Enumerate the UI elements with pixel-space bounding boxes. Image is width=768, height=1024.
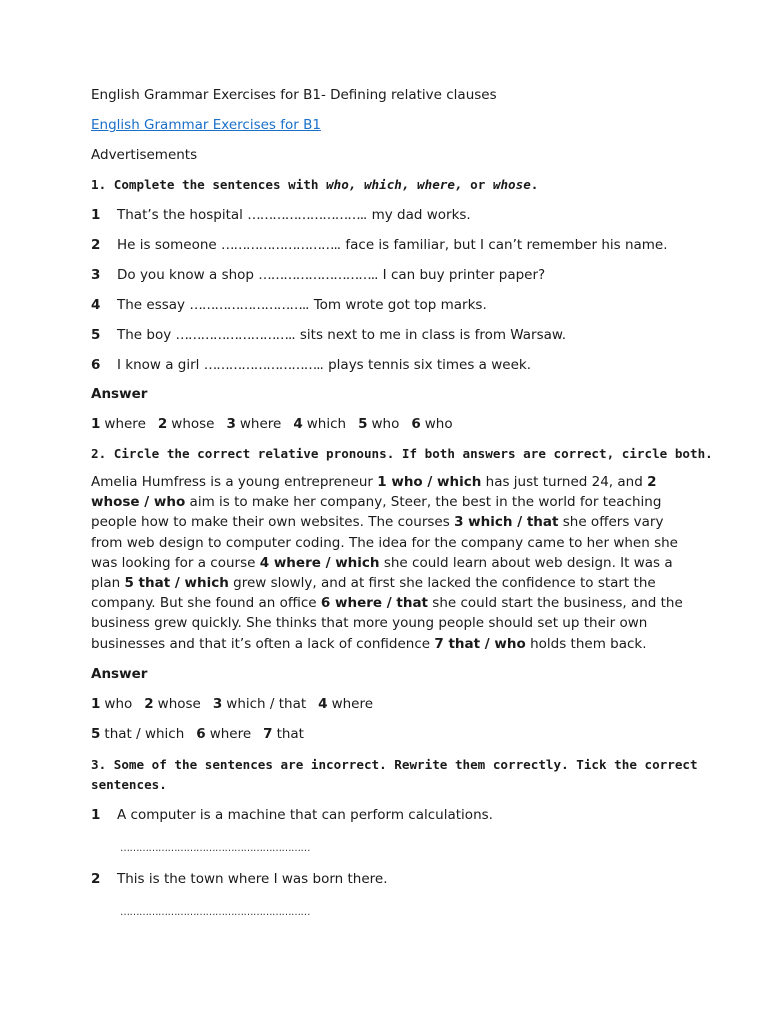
exercise-1-answer-label: Answer [91, 386, 148, 402]
pronoun-choice: 7 that / who [434, 635, 526, 652]
answer-word: whose [157, 695, 201, 712]
answer-number: 1 [91, 416, 101, 432]
answer-word: that / which [104, 725, 185, 742]
paragraph-text: business grew quickly. She thinks that more young people should set up their own [91, 615, 648, 632]
blank-dots: ………………………. [175, 327, 292, 343]
item-number: 2 [91, 870, 101, 887]
item-number: 2 [91, 237, 101, 253]
exercise-1-list [91, 206, 691, 374]
paragraph-text: aim is to make her company, Steer, the best in the world for teaching [185, 494, 662, 511]
item-text-after: . Tom wrote got top marks. [305, 297, 487, 313]
blank-dots: ………………………. [247, 207, 364, 223]
exercise-3-heading-line-2: sentences. [91, 776, 167, 792]
item-text-after: . I can buy printer paper? [374, 267, 546, 283]
paragraph-text: Amelia Humfress is a young entrepreneur [91, 474, 378, 490]
paragraph-text: from web design to computer coding. The idea for the company came to her when she [91, 534, 678, 551]
answer-word: that [276, 725, 304, 742]
document-title: English Grammar Exercises for B1- Defining relative clauses [91, 87, 497, 103]
exercise-2-heading: 2. Circle the correct relative pronouns. If both answers are correct, circle both. [91, 446, 713, 461]
answer-number: 4 [293, 416, 303, 432]
document-page [91, 86, 713, 922]
paragraph-text: holds them back. [525, 635, 647, 652]
exercise-2-paragraph [91, 472, 691, 654]
blank-dots: ………………………. [203, 357, 320, 373]
answer-number: 2 [157, 416, 168, 432]
paragraph-line [91, 573, 691, 593]
paragraph-line [91, 492, 691, 512]
item-text-before: That’s the hospital [117, 207, 248, 223]
exercise-2-answers-row-1 [91, 695, 691, 713]
paragraph-line [91, 593, 691, 613]
answer-word: who [104, 695, 133, 712]
item-number: 5 [91, 327, 101, 343]
exercise-2-answers-row-2 [91, 725, 691, 743]
answer-number: 7 [263, 725, 273, 742]
pronoun-choice: 2 [647, 474, 657, 490]
pronoun-choice: 3 which / that [454, 514, 559, 531]
answer-dotted-line: …………………………………………………… [120, 906, 310, 918]
paragraph-line [91, 512, 691, 532]
item-text-after: . plays tennis six times a week. [319, 357, 532, 373]
answer-word: which / that [226, 695, 307, 712]
answer-word: which [306, 416, 347, 432]
exercise-3-heading-line-1: 3. Some of the sentences are incorrect. Rewrite them correctly. Tick the correct [91, 756, 698, 772]
item-text-before: The essay [117, 297, 190, 313]
item-text-before: Do you know a shop [117, 267, 259, 283]
exercise-3-item [91, 870, 691, 888]
exercises-link[interactable] [91, 116, 691, 134]
paragraph-line [91, 634, 691, 654]
answer-number: 1 [91, 695, 101, 712]
exercise-1-item [91, 206, 691, 224]
item-text-after: . my dad works. [363, 207, 471, 223]
answer-number: 5 [358, 416, 368, 432]
answer-word: who [424, 416, 453, 432]
item-number: 1 [91, 207, 101, 223]
item-number: 1 [91, 806, 101, 823]
item-text-before: I know a girl [117, 357, 204, 373]
exercises-link-text[interactable]: English Grammar Exercises for B1 [91, 117, 321, 133]
paragraph-text: plan [91, 575, 125, 592]
pronoun-choice: 4 where / which [259, 554, 380, 571]
paragraph-text: businesses and that it’s often a lack of confidence [91, 635, 435, 652]
answer-number: 3 [226, 416, 236, 432]
pronoun-choice: 1 who / which [377, 474, 482, 490]
item-text: This is the town where I was born there. [117, 870, 388, 887]
paragraph-text: people how to make their own websites. The courses [91, 514, 455, 531]
exercise-3-list [91, 806, 691, 922]
answer-number: 5 [91, 725, 101, 742]
paragraph-text: has just turned 24, and [481, 474, 648, 490]
exercise-3-item [91, 806, 691, 824]
answer-word: where [209, 725, 252, 742]
answer-number: 6 [411, 416, 421, 432]
paragraph-text: grew slowly, and at first she lacked the confidence to start the [228, 575, 656, 592]
paragraph-text: she could learn about web design. It was a [379, 554, 673, 571]
blank-dots: ………………………. [258, 267, 375, 283]
paragraph-text: company. But she found an office [91, 595, 321, 612]
item-number: 3 [91, 267, 101, 283]
exercise-1-item [91, 356, 691, 374]
exercise-1-item [91, 296, 691, 314]
blank-dots: ………………………. [221, 237, 337, 253]
answer-number: 2 [144, 695, 154, 712]
paragraph-line [91, 613, 691, 633]
exercise-1-heading: 1. Complete the sentences with who, which, where, or whose. [91, 177, 539, 192]
exercise-1-item [91, 236, 691, 254]
item-number: 4 [91, 297, 101, 313]
answer-word: where [239, 416, 282, 432]
paragraph-text: she could start the business, and the [428, 595, 683, 612]
paragraph-line [91, 472, 691, 492]
item-text-before: He is someone [117, 237, 221, 253]
answer-word: where [331, 695, 374, 712]
exercise-1-item [91, 266, 691, 284]
answer-number: 4 [318, 695, 328, 712]
advertisements-label: Advertisements [91, 147, 198, 163]
exercise-2-answer-label: Answer [91, 665, 148, 682]
exercise-1-item [91, 326, 691, 344]
pronoun-choice: 5 that / which [124, 575, 229, 592]
item-text-after: . sits next to me in class is from Warsaw. [291, 327, 566, 343]
item-text: A computer is a machine that can perform calculations. [117, 806, 493, 823]
answer-number: 3 [212, 695, 223, 712]
pronoun-choice: 6 where / that [320, 595, 429, 612]
answer-dotted-line: …………………………………………………… [120, 842, 310, 854]
item-number: 6 [91, 357, 101, 373]
paragraph-text: she offers vary [558, 514, 664, 531]
exercise-1-answers [91, 415, 691, 433]
paragraph-text: was looking for a course [91, 554, 260, 571]
pronoun-choice: whose / who [91, 494, 186, 511]
item-text-after: . face is familiar, but I can’t remember his name. [336, 237, 668, 253]
answer-word: whose [171, 416, 215, 432]
answer-word: where [104, 416, 146, 432]
answer-number: 6 [196, 725, 206, 742]
paragraph-line [91, 553, 691, 573]
item-text-before: The boy [117, 327, 176, 343]
blank-dots: ………………………. [189, 297, 306, 313]
paragraph-line [91, 533, 691, 553]
answer-word: who [371, 416, 400, 432]
